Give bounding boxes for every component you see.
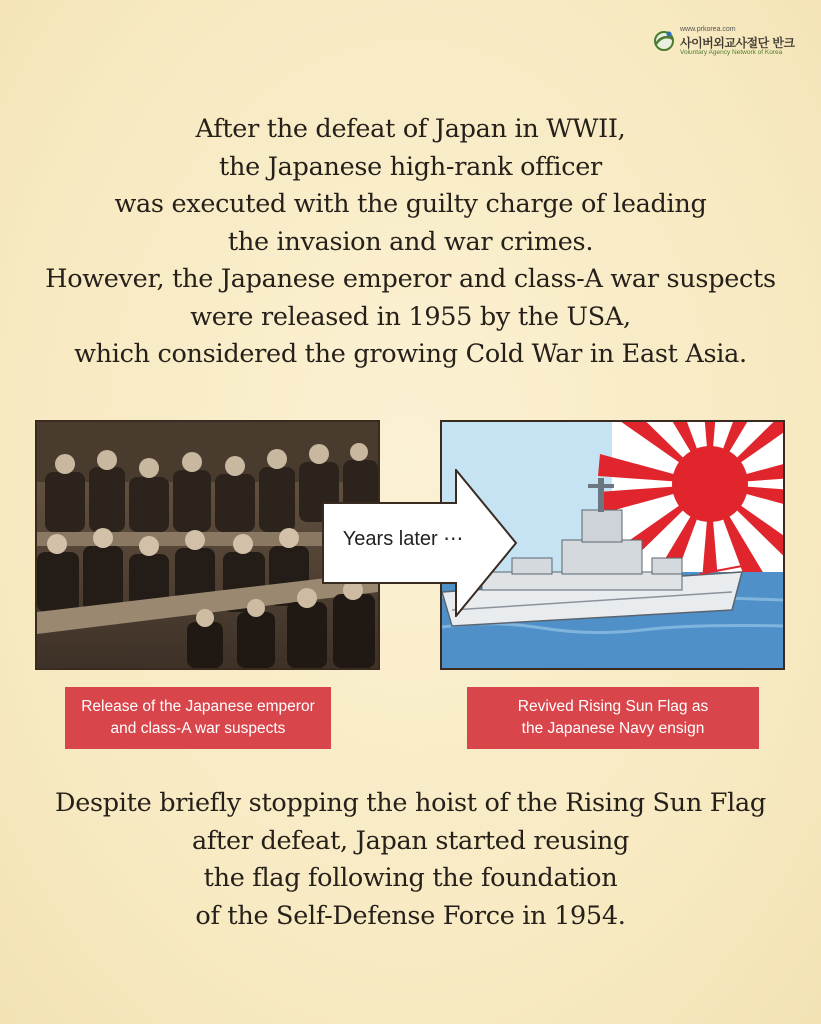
intro-line: the Japanese high-rank officer: [219, 151, 602, 182]
logo-korean-name: 사이버외교사절단 반크: [680, 36, 795, 50]
outro-paragraph: [0, 785, 821, 935]
intro-line: which considered the growing Cold War in East Asia.: [74, 339, 747, 369]
intro-line: the invasion and war crimes.: [227, 226, 594, 257]
outro-line: after defeat, Japan started reusing: [191, 825, 630, 856]
intro-paragraph: [0, 111, 821, 374]
caption-line: Release of the Japanese emperor: [81, 698, 315, 715]
logo-english-name: Voluntary Agency Network of Korea: [680, 49, 783, 56]
vank-logo: [652, 24, 802, 58]
outro-line: the flag following the foundation: [203, 863, 618, 893]
caption-right: [467, 687, 759, 749]
caption-line: the Japanese Navy ensign: [521, 720, 705, 737]
arrow-label: Years later ⋯: [342, 528, 464, 550]
outro-line: of the Self-Defense Force in 1954.: [195, 900, 626, 931]
intro-line: were released in 1955 by the USA,: [190, 301, 631, 332]
outro-line: Despite briefly stopping the hoist of the Rising Sun Flag: [55, 788, 766, 818]
caption-line: and class-A war suspects: [110, 720, 286, 737]
intro-line: was executed with the guilty charge of leading: [114, 189, 707, 219]
caption-line: Revived Rising Sun Flag as: [517, 698, 709, 715]
logo-url: www.prkorea.com: [680, 26, 736, 33]
intro-line: After the defeat of Japan in WWII,: [195, 114, 626, 144]
caption-left: [65, 687, 331, 749]
intro-line: However, the Japanese emperor and class-A war suspects: [45, 264, 776, 294]
globe-logo-icon: [652, 28, 676, 52]
